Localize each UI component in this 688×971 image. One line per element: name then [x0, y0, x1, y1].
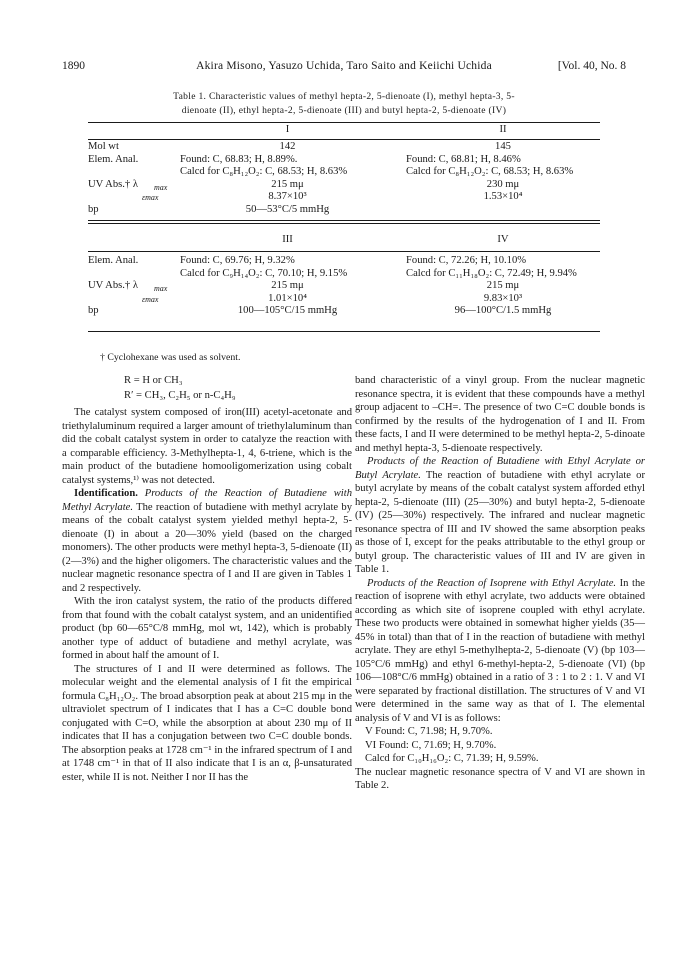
table-block2-header	[88, 234, 600, 247]
left-column	[62, 374, 352, 784]
paragraph: The nuclear magnetic resonance spectra of V and VI are shown in Table 2.	[355, 766, 645, 791]
table-row	[88, 141, 600, 154]
row-label: UV Abs.† λ	[88, 280, 138, 292]
cell-value: Calcd for C₁₁H₁₈O₂: C, 72.49; H, 9.94%	[406, 267, 577, 279]
table-row	[88, 179, 600, 192]
subsection-heading: Products of the Reaction of Isoprene with Ethyl Acrylate.	[367, 577, 617, 589]
row-label-subscript: max	[154, 182, 168, 192]
paragraph: band characteristic of a vinyl group. From the nuclear magnetic resonance spectra, it is evident that these compounds have a methyl group adjacent to –CH=. The presence of two C=C double bonds is confirmed by the results of the hydrogenation of I and II. From these facts, I and II were determined to be methyl hepta-2, 5-dinoate and methyl hepta-3, 5-dienoate respectively.	[355, 375, 645, 454]
cell-value: 215 mμ	[486, 280, 520, 292]
col-header-4: IV	[497, 234, 509, 245]
table-rule-header	[88, 139, 600, 140]
cell-value: 8.37×10³	[268, 191, 307, 203]
cell-value: Calcd for C₈H₁₂O₂: C, 68.53; H, 8.63%	[180, 166, 348, 178]
table-block1-header	[88, 124, 600, 137]
header-volume: [Vol. 40, No. 8	[557, 60, 626, 72]
table-row	[88, 191, 600, 204]
formula-r-prime: R′ = CH₃, C₂H₅ or n-C₄H₉	[124, 389, 236, 401]
cell-value: 1.01×10⁴	[268, 292, 307, 304]
paragraph-text: The reaction of butadiene with ethyl acrylate or butyl acrylate by means of the cobalt catalyst system afforded ethyl hepta-2, 5-dienoate (III) (25—30%) and butyl hepta-2, 5-dienoate (IV) (25—30%) respectively. The infrared and nuclear magnetic resonance spectra of III and IV showed the same absorption peaks as those of I, except for the peaks attributable to the ethyl group or butyl group. The characteristic values of III and IV are given in Table 1.	[355, 469, 645, 575]
table-row	[88, 166, 600, 179]
paragraph-text: The reaction of butadiene with methyl acrylate by means of the cobalt catalyst system yielded methyl hepta-2, 5-dienoate (I) in about a 20—30% yield (based on the charged monomers). The other products were methyl hepta-3, 5-dienoate (II) (2—3%) and the higher oligomers. The characteristic values and the nuclear magnetic resonance spectra of I and II are given in Tables 1 and 2 respectively.	[62, 501, 352, 594]
running-header	[62, 60, 626, 76]
cell-value: Found: C, 69.76; H, 9.32%	[180, 255, 295, 266]
cell-value: 145	[495, 141, 511, 152]
table-row	[88, 154, 600, 167]
table-row	[88, 255, 600, 268]
table-caption-line1: Table 1. Characteristic values of methyl hepta-2, 5-dienoate (I), methyl hepta-3, 5-	[173, 91, 515, 102]
table-block2-body	[88, 255, 600, 318]
cell-value: Found: C, 72.26; H, 10.10%	[406, 255, 527, 266]
cell-value: 100—105°C/15 mmHg	[237, 305, 338, 317]
table-row	[88, 280, 600, 293]
paragraph: The structures of I and II were determined as follows. The molecular weight and the elemental analysis of I fit the empirical formula C₈H₁₂O₂. The broad absorption peak at about 215 mμ in the ultraviolet spectrum of I indicates that I has a C=C double bond conjugated with C=O, while the absorption at about 230 mμ of II indicates that II has a conjugation between two C=C double bonds. The absorption peaks at 1728 cm⁻¹ in the infrared spectrum of I and at 1748 cm⁻¹ in that of II also indicate that I is an α, β-unsaturated ester, while II is not. Neither I nor II has the	[62, 663, 352, 783]
table-rule-mid2	[88, 223, 600, 224]
cell-value: 96—100°C/1.5 mmHg	[454, 305, 552, 317]
subsection-heading: Products of the Reaction of Butadiene with Ethyl Acrylate or Butyl Acrylate.	[355, 456, 645, 481]
paragraph: With the iron catalyst system, the ratio of the products differed from that found with the cobalt catalyst system, and an unidentified product (bp 60—65°C/8 mmHg, mol wt, 142), which is probably another type of adduct of butadiene and methyl acrylate, was formed in about half the amount of I.	[62, 596, 352, 661]
paragraph-isoprene	[355, 577, 645, 726]
row-label: Mol wt	[88, 141, 119, 152]
row-label: bp	[88, 203, 99, 215]
table-caption-line2: dienoate (II), ethyl hepta-2, 5-dienoate (III) and butyl hepta-2, 5-dienoate (IV)	[181, 104, 507, 116]
cell-value: 1.53×10⁴	[483, 191, 523, 203]
header-authors: Akira Misono, Yasuzo Uchida, Taro Saito and Keiichi Uchida	[196, 60, 492, 72]
col-header-2: II	[499, 124, 507, 135]
cell-value: 215 mμ	[271, 280, 304, 292]
table-caption	[88, 90, 600, 117]
cell-value: Found: C, 68.81; H, 8.46%	[406, 153, 521, 165]
row-label-subscript: εmax	[142, 294, 159, 304]
paragraph: The catalyst system composed of iron(III) acetyl-acetonate and triethylaluminum required a larger amount of triethylaluminum than did the cobalt catalyst system in order to catalyze the reaction with a comparable efficiency. 3-Methylhepta-1, 4, 6-triene, which is the main product of the butadiene homooligomerization using cobalt catalyst systems,¹⁾ was not detected.	[62, 407, 352, 486]
cell-value: 9.83×10³	[483, 292, 523, 304]
table-rule-header2	[88, 251, 600, 252]
paragraph-ethyl-butyl	[355, 455, 645, 577]
col-header-1: I	[285, 124, 290, 135]
cell-value: Calcd for C₉H₁₄O₂: C, 70.10; H, 9.15%	[180, 267, 348, 279]
section-heading: Identification.	[74, 488, 138, 499]
table-row	[88, 293, 600, 306]
row-label: Elem. Anal.	[88, 255, 139, 266]
row-label: bp	[88, 305, 99, 317]
table-row	[88, 305, 600, 318]
table-rule-mid1	[88, 220, 600, 221]
table-footnote: † Cyclohexane was used as solvent.	[100, 352, 241, 363]
row-label: Elem. Anal.	[88, 153, 139, 165]
subsection-heading: Products of the Reaction of Butadiene with Methyl Acrylate.	[62, 488, 352, 513]
cell-value: Calcd for C₈H₁₂O₂: C, 68.53; H, 8.63%	[406, 166, 574, 178]
table-block1-body	[88, 141, 600, 217]
formula-r: R = H or CH₃	[124, 375, 183, 386]
cell-value: 230 mμ	[486, 178, 520, 190]
paragraph-identification	[62, 487, 352, 595]
cell-value: 50—53°C/5 mmHg	[245, 203, 330, 215]
analysis-line: Calcd for C₁₀H₁₆O₂: C, 71.39; H, 9.59%.	[365, 753, 539, 764]
analysis-line: VI Found: C, 71.69; H, 9.70%.	[365, 739, 497, 751]
cell-value: 215 mμ	[271, 178, 304, 190]
table-rule-bottom	[88, 331, 600, 332]
table-row	[88, 204, 600, 217]
row-label-subscript: εmax	[142, 193, 159, 203]
table-rule-top	[88, 122, 600, 123]
row-label-subscript: max	[154, 284, 168, 294]
page-number: 1890	[62, 60, 85, 72]
paragraph-text: In the reaction of isoprene with ethyl acrylate, two adducts were obtained according as which site of isoprene coupled with ethyl acrylate. These two products were obtained in somewhat higher yields (35—45% in total) than that of I in the reaction of butadiene with methyl acrylate. They are ethyl 5-methylhepta-2, 5-dienoate (V) (bp 103—105°C/6 mmHg) and ethyl 6-methyl-hepta-2, 5-dienoate (VI) (bp 106—108°C/6 mmHg) obtained in a ratio of 3 : 1 to 2 : 1. V and VI were separated by fractional distillation. The structures of V and VI were determined in the same way as that of I. The elemental analysis of V and VI is as follows:	[355, 577, 645, 724]
analysis-line: V Found: C, 71.98; H, 9.70%.	[365, 726, 493, 737]
row-label: UV Abs.† λ	[88, 178, 138, 190]
col-header-3: III	[282, 234, 293, 245]
cell-value: Found: C, 68.83; H, 8.89%.	[180, 153, 298, 165]
table-row	[88, 268, 600, 281]
cell-value: 142	[279, 141, 296, 152]
right-column	[355, 374, 645, 793]
